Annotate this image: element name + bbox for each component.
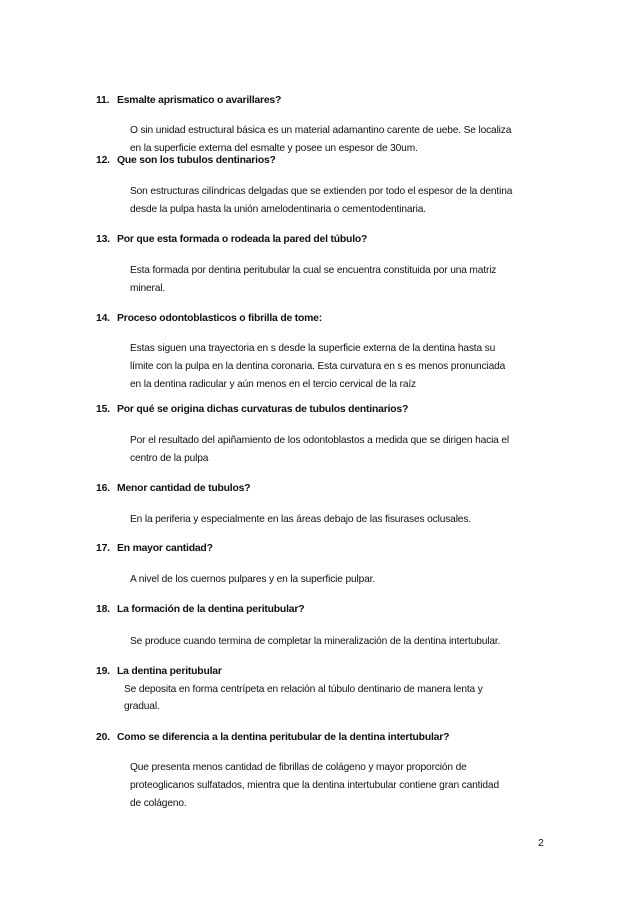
answer-16 [130,511,560,529]
answer-17 [130,571,560,589]
question-14 [96,313,322,324]
question-number: 15. [96,404,110,415]
answer-line: de colágeno. [130,798,187,809]
page-number: 2 [538,837,544,849]
answer-line: Que presenta menos cantidad de fibrillas de colágeno y mayor proporción de [130,762,467,773]
answer-line: centro de la pulpa [130,453,209,464]
question-13 [96,234,367,245]
answer-line: O sin unidad estructural básica es un material adamantino carente de uebe. Se localiza [130,125,512,136]
answer-line: en la dentina radicular y aún menos en el tercio cervical de la raíz [130,379,416,390]
answer-18 [130,633,560,651]
question-number: 18. [96,604,110,615]
question-text: La dentina peritubular [117,666,222,677]
answer-12 [130,183,560,219]
answer-15 [130,432,560,468]
question-number: 13. [96,234,110,245]
answer-line: proteoglicanos sulfatados, mientra que la dentina intertubular contiene gran cantidad [130,780,499,791]
question-number: 17. [96,543,110,554]
answer-19 [124,682,554,715]
answer-line: gradual. [124,700,160,712]
question-text: Proceso odontoblasticos o fibrilla de tome: [117,313,323,324]
question-text: La formación de la dentina peritubular? [117,604,305,615]
answer-line: en la superficie externa del esmalte y posee un espesor de 30um. [130,143,418,154]
question-19 [96,666,222,677]
question-text: Que son los tubulos dentinarios? [117,155,276,166]
answer-line: Esta formada por dentina peritubular la cual se encuentra constituida por una matriz [130,265,497,276]
question-15 [96,404,408,415]
question-18 [96,604,304,615]
answer-20 [130,759,560,813]
answer-line: Se deposita en forma centrípeta en relación al túbulo dentinario de manera lenta y [124,684,483,695]
question-number: 20. [96,732,110,743]
question-number: 12. [96,155,110,166]
question-text: En mayor cantidad? [117,543,213,554]
question-text: Como se diferencia a la dentina peritubular de la dentina intertubular? [117,732,450,743]
question-text: Menor cantidad de tubulos? [117,483,251,494]
answer-line: A nivel de los cuernos pulpares y en la superficie pulpar. [130,574,376,585]
answer-line: Se produce cuando termina de completar la mineralización de la dentina intertubular. [130,636,501,647]
answer-13 [130,262,560,298]
question-20 [96,732,449,743]
answer-line: Por el resultado del apiñamiento de los odontoblastos a medida que se dirigen hacia el [130,435,510,446]
question-12 [96,155,276,166]
question-text: Por que esta formada o rodeada la pared del túbulo? [117,234,368,245]
question-17 [96,543,213,554]
answer-11 [130,122,560,158]
answer-line: En la periferia y especialmente en las áreas debajo de las fisurases oclusales. [130,514,471,525]
question-text: Por qué se origina dichas curvaturas de tubulos dentinarios? [117,404,409,415]
question-11 [96,95,281,106]
question-16 [96,483,250,494]
answer-line: Son estructuras cilíndricas delgadas que se extienden por todo el espesor de la dentina [130,186,513,197]
answer-line: límite con la pulpa en la dentina coronaria. Esta curvatura en s es menos pronunciada [130,361,506,372]
question-number: 14. [96,313,110,324]
answer-line: desde la pulpa hasta la unión amelodentinaria o cementodentinaria. [130,204,426,215]
question-number: 11. [96,95,110,106]
question-number: 19. [96,666,110,677]
answer-line: Estas siguen una trayectoria en s desde la superficie externa de la dentina hasta su [130,343,496,354]
answer-14 [130,340,560,394]
answer-line: mineral. [130,283,166,294]
question-text: Esmalte aprismatico o avarillares? [117,95,282,106]
question-number: 16. [96,483,110,494]
